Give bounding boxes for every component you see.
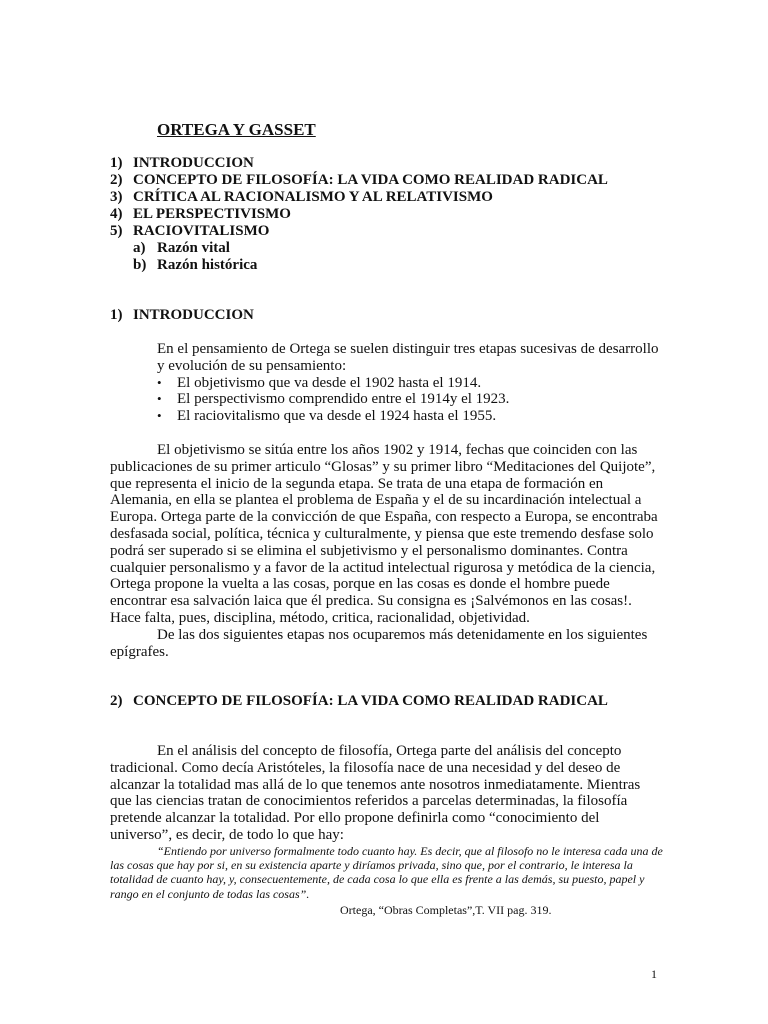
list-item-text: El raciovitalismo que va desde el 1924 hasta el 1955.	[177, 408, 497, 425]
toc-item-number: 2)	[110, 172, 123, 188]
list-item-text: El perspectivismo comprendido entre el 1914y el 1923.	[177, 391, 510, 408]
toc-subitem-label: Razón histórica	[157, 257, 258, 273]
section-number: 1)	[110, 307, 123, 323]
toc-item-label: CONCEPTO DE FILOSOFÍA: LA VIDA COMO REALIDAD RADICAL	[133, 172, 608, 188]
section-heading	[110, 693, 608, 710]
bullet-icon: •	[157, 374, 162, 390]
block-quote	[110, 844, 670, 901]
toc-item	[110, 172, 608, 189]
section-body	[110, 442, 660, 660]
toc-item	[110, 155, 608, 172]
list-item	[157, 408, 667, 425]
body-paragraph: El objetivismo se sitúa entre los años 1902 y 1914, fechas que coinciden con las publicaciones de su primer articulo “Glosas” y su primer libro “Meditaciones del Quijote”, que representa el inicio de la segunda etapa. Se trata de una etapa de formación en Alemania, en ella se plantea el problema de España y el de su incardinación intelectual a Europa. Ortega parte de la convicción de que España, con respecto a Europa, se encontraba desfasada social, política, técnica y culturalmente, y piensa que este tremendo desfase solo podrá ser superado si se elimina el subjetivismo y el personalismo dominantes. Contra cualquier personalismo y a favor de la actitud intelectual rigurosa y metódica de la ciencia, Ortega propone la vuelta a las cosas, porque en las cosas es donde el hombre puede encontrar esa salvación laica que él predica. Su consigna es ¡Salvémonos en las cosas!. Hace falta, pues, disciplina, método, critica, racionalidad, objetividad.	[110, 442, 658, 626]
body-paragraph: De las dos siguientes etapas nos ocuparemos más detenidamente en los siguientes epígrafes.	[110, 626, 648, 660]
section-heading	[110, 307, 254, 324]
toc-item	[110, 189, 608, 206]
section-heading-text: CONCEPTO DE FILOSOFÍA: LA VIDA COMO REALIDAD RADICAL	[133, 693, 608, 709]
citation: Ortega, “Obras Completas”,T. VII pag. 319.	[340, 903, 552, 917]
toc-subitem-number: b)	[133, 257, 147, 273]
table-of-contents	[110, 155, 608, 274]
toc-subitem-label: Razón vital	[157, 240, 230, 256]
toc-item-label: EL PERSPECTIVISMO	[133, 206, 291, 222]
document-title: ORTEGA Y GASSET	[157, 120, 316, 139]
toc-item-label: CRÍTICA AL RACIONALISMO Y AL RELATIVISMO	[133, 189, 493, 205]
list-item-text: El objetivismo que va desde el 1902 hasta el 1914.	[177, 374, 482, 391]
toc-subitem-number: a)	[133, 240, 146, 256]
intro-paragraph: En el pensamiento de Ortega se suelen distinguir tres etapas sucesivas de desarrollo y evolución de su pensamiento:	[157, 341, 659, 374]
toc-subitem	[110, 257, 608, 274]
bullet-icon: •	[157, 391, 162, 407]
section-number: 2)	[110, 693, 123, 709]
toc-item-number: 5)	[110, 223, 123, 239]
list-item	[157, 375, 667, 392]
list-item	[157, 391, 667, 408]
toc-item	[110, 223, 608, 240]
toc-item-number: 4)	[110, 206, 123, 222]
quote-text: “Entiendo por universo formalmente todo cuanto hay. Es decir, que al filosofo no le interesa cada una de las cosas que hay por si, en su existencia aparte y diríamos privada, sino que, por el contrario, le interesa la totalidad de cuanto hay, y, consecuentemente, de cada cosa lo que ella es frente a las demás, su puesto, papel y rango en el conjunto de todas las cosas”.	[110, 844, 663, 901]
toc-item-number: 3)	[110, 189, 123, 205]
toc-item-label: INTRODUCCION	[133, 155, 254, 171]
page-number: 1	[651, 967, 657, 981]
bullet-list	[157, 375, 667, 425]
toc-subitem	[110, 240, 608, 257]
body-paragraph: En el análisis del concepto de filosofía, Ortega parte del análisis del concepto tradicional. Como decía Aristóteles, la filosofía nace de una necesidad y del deseo de alcanzar la totalidad mas allá de lo que tenemos ante nosotros inmediatamente. Mientras que las ciencias tratan de conocimientos referidos a parcelas determinadas, la filosofía pretende alcanzar la totalidad. Por ello propone definirla como “conocimiento del universo”, es decir, de todo lo que hay:	[110, 743, 641, 843]
section-body	[110, 743, 660, 844]
section-intro	[157, 341, 667, 425]
toc-item-label: RACIOVITALISMO	[133, 223, 270, 239]
toc-item	[110, 206, 608, 223]
section-heading-text: INTRODUCCION	[133, 307, 254, 323]
toc-item-number: 1)	[110, 155, 123, 171]
bullet-icon: •	[157, 408, 162, 424]
